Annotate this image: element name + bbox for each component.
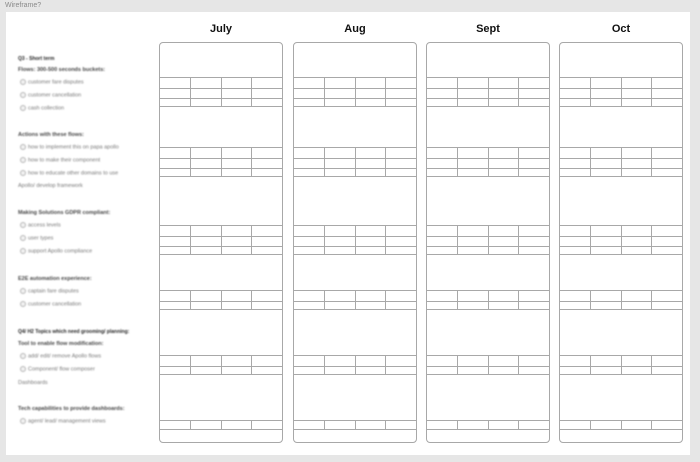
heading-tool: Tool to enable flow modification: [18, 341, 104, 347]
list-item: customer cancellation [20, 301, 81, 307]
grid-col-line [221, 226, 222, 254]
grid-col-line [190, 148, 191, 176]
section-q4-h2: Q4/ H2 Topics which need grooming/ planning: [18, 329, 130, 335]
month-column-oct [559, 42, 683, 443]
bullet-icon [20, 366, 26, 372]
grid-col-line [651, 226, 652, 254]
grid-col-line [488, 148, 489, 176]
grid-col-line [488, 226, 489, 254]
grid-col-line [518, 148, 519, 176]
grid-block [560, 355, 682, 375]
list-item: how to educate other domains to use [20, 170, 118, 176]
grid-col-line [221, 291, 222, 309]
bullet-icon [20, 170, 26, 176]
grid-col-line [190, 78, 191, 106]
grid-col-line [518, 78, 519, 106]
grid-block [160, 77, 282, 107]
bullet-icon [20, 418, 26, 424]
grid-col-line [221, 421, 222, 429]
grid-block [160, 355, 282, 375]
list-item: support Apollo compliance [20, 248, 92, 254]
grid-col-line [621, 226, 622, 254]
grid-block [294, 420, 416, 430]
grid-col-line [457, 421, 458, 429]
list-item: customer fare disputes [20, 79, 84, 85]
grid-col-line [457, 148, 458, 176]
grid-col-line [355, 291, 356, 309]
month-header-oct: Oct [611, 23, 631, 35]
grid-block [560, 225, 682, 255]
grid-col-line [590, 78, 591, 106]
grid-col-line [488, 421, 489, 429]
month-column-sept [426, 42, 550, 443]
grid-col-line [251, 356, 252, 374]
grid-block [560, 147, 682, 177]
grid-block [560, 77, 682, 107]
grid-col-line [621, 356, 622, 374]
grid-col-line [251, 78, 252, 106]
bullet-icon [20, 248, 26, 254]
grid-block [294, 290, 416, 310]
grid-col-line [488, 78, 489, 106]
grid-col-line [590, 421, 591, 429]
grid-block [294, 77, 416, 107]
grid-col-line [355, 356, 356, 374]
grid-col-line [251, 148, 252, 176]
grid-col-line [324, 226, 325, 254]
grid-block [560, 420, 682, 430]
grid-col-line [651, 356, 652, 374]
grid-col-line [518, 291, 519, 309]
grid-block [427, 77, 549, 107]
grid-col-line [251, 291, 252, 309]
grid-col-line [324, 148, 325, 176]
bullet-icon [20, 301, 26, 307]
grid-col-line [385, 356, 386, 374]
dashboards-label: Dashboards [18, 380, 48, 386]
heading-gdpr: Making Solutions GDPR compliant: [18, 210, 111, 216]
grid-block [294, 355, 416, 375]
grid-col-line [221, 148, 222, 176]
grid-col-line [651, 421, 652, 429]
bullet-icon [20, 222, 26, 228]
list-item: how to make their component [20, 157, 100, 163]
list-item: agent/ lead/ management views [20, 418, 106, 424]
grid-col-line [621, 78, 622, 106]
month-column-july [159, 42, 283, 443]
grid-col-line [385, 226, 386, 254]
grid-block [160, 225, 282, 255]
list-item: add/ edit/ remove Apollo flows [20, 353, 101, 359]
grid-block [160, 290, 282, 310]
bullet-icon [20, 144, 26, 150]
frame-label: Wireframe? [5, 2, 42, 9]
grid-col-line [590, 148, 591, 176]
grid-col-line [457, 291, 458, 309]
bullet-icon [20, 79, 26, 85]
grid-block [160, 420, 282, 430]
month-header-july: July [209, 23, 232, 35]
grid-col-line [251, 421, 252, 429]
grid-col-line [621, 291, 622, 309]
grid-col-line [590, 226, 591, 254]
grid-col-line [190, 356, 191, 374]
heading-tech: Tech capabilities to provide dashboards: [18, 406, 125, 412]
grid-col-line [590, 291, 591, 309]
grid-col-line [457, 78, 458, 106]
grid-block [560, 290, 682, 310]
grid-block [294, 147, 416, 177]
grid-col-line [488, 356, 489, 374]
grid-block [427, 290, 549, 310]
grid-block [427, 147, 549, 177]
grid-col-line [324, 78, 325, 106]
section-q3-short-term: Q3 - Short term [18, 56, 55, 62]
grid-col-line [324, 421, 325, 429]
list-item: access levels [20, 222, 61, 228]
grid-col-line [651, 291, 652, 309]
heading-actions: Actions with these flows: [18, 132, 85, 138]
grid-block [427, 225, 549, 255]
list-item: cash collection [20, 105, 64, 111]
grid-col-line [190, 291, 191, 309]
grid-block [427, 355, 549, 375]
grid-col-line [385, 148, 386, 176]
grid-col-line [355, 421, 356, 429]
bullet-icon [20, 235, 26, 241]
grid-col-line [621, 421, 622, 429]
bullet-icon [20, 92, 26, 98]
bullet-icon [20, 157, 26, 163]
month-header-aug: Aug [344, 23, 366, 35]
grid-col-line [355, 226, 356, 254]
heading-flows: Flows: 300-500 seconds buckets: [18, 67, 106, 73]
grid-col-line [457, 226, 458, 254]
grid-col-line [221, 78, 222, 106]
list-item: captain fare disputes [20, 288, 79, 294]
grid-col-line [518, 356, 519, 374]
grid-col-line [355, 78, 356, 106]
grid-block [160, 147, 282, 177]
grid-col-line [190, 421, 191, 429]
bullet-icon [20, 353, 26, 359]
grid-col-line [385, 78, 386, 106]
grid-col-line [324, 291, 325, 309]
heading-e2e: E2E automation experience: [18, 276, 92, 282]
grid-col-line [355, 148, 356, 176]
grid-col-line [518, 226, 519, 254]
wireframe-canvas [6, 12, 690, 455]
bullet-icon [20, 288, 26, 294]
list-item: how to implement this on papa apollo [20, 144, 119, 150]
grid-col-line [488, 291, 489, 309]
grid-col-line [457, 356, 458, 374]
grid-col-line [651, 148, 652, 176]
list-item: customer cancellation [20, 92, 81, 98]
bullet-icon [20, 105, 26, 111]
grid-col-line [518, 421, 519, 429]
grid-col-line [324, 356, 325, 374]
grid-col-line [251, 226, 252, 254]
grid-col-line [385, 291, 386, 309]
grid-col-line [590, 356, 591, 374]
month-column-aug [293, 42, 417, 443]
grid-col-line [621, 148, 622, 176]
list-item: user types [20, 235, 53, 241]
grid-col-line [221, 356, 222, 374]
month-header-sept: Sept [476, 23, 500, 35]
grid-col-line [385, 421, 386, 429]
list-item: Component/ flow composer [20, 366, 95, 372]
grid-block [427, 420, 549, 430]
grid-col-line [651, 78, 652, 106]
apollo-framework-label: Apollo/ develop framework [18, 183, 83, 189]
grid-col-line [190, 226, 191, 254]
grid-block [294, 225, 416, 255]
